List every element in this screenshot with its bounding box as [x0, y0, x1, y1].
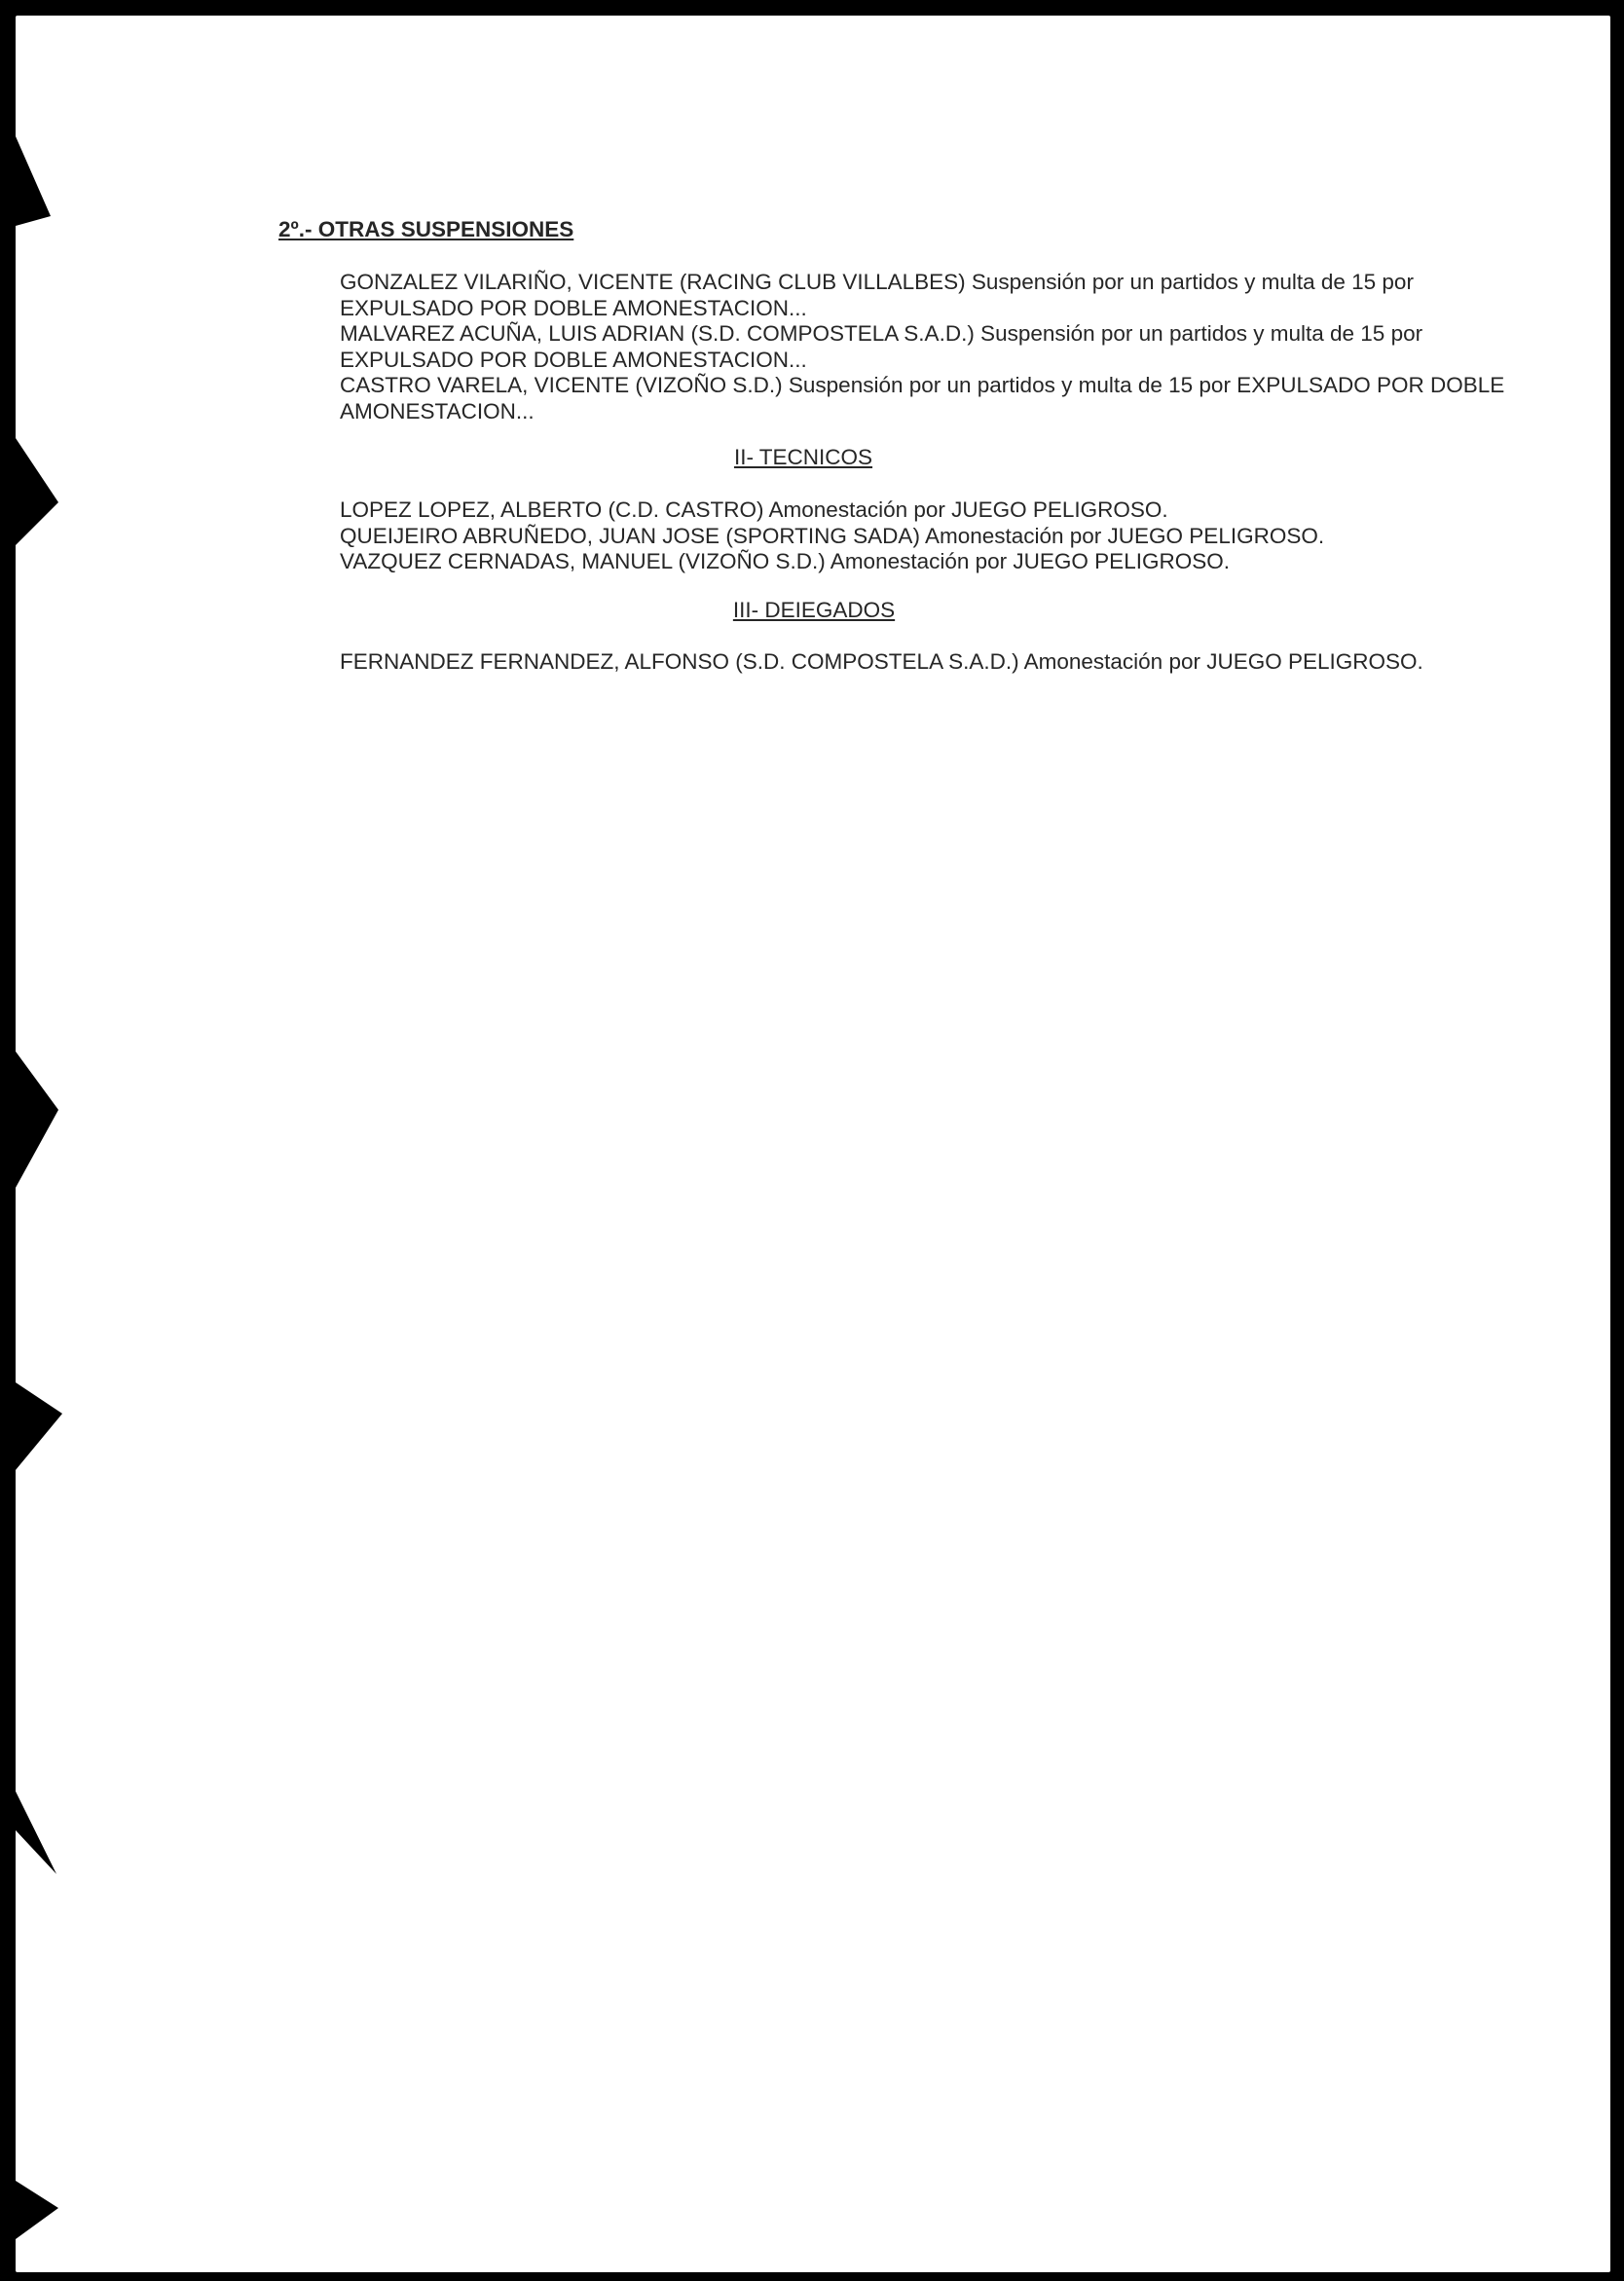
list-item: VAZQUEZ CERNADAS, MANUEL (VIZOÑO S.D.) Amonestación por JUEGO PELIGROSO.	[340, 549, 1230, 573]
section-title: 2º.- OTRAS SUSPENSIONES	[278, 217, 574, 241]
suspensions-list	[340, 270, 1508, 424]
delegados-heading: III- DEIEGADOS	[732, 598, 896, 622]
list-item: FERNANDEZ FERNANDEZ, ALFONSO (S.D. COMPOSTELA S.A.D.) Amonestación por JUEGO PELIGROSO.	[340, 649, 1423, 674]
list-item: LOPEZ LOPEZ, ALBERTO (C.D. CASTRO) Amonestación por JUEGO PELIGROSO.	[340, 497, 1168, 522]
list-item: QUEIJEIRO ABRUÑEDO, JUAN JOSE (SPORTING SADA) Amonestación por JUEGO PELIGROSO.	[340, 523, 1325, 548]
delegados-list	[340, 649, 1508, 676]
tecnicos-heading: II- TECNICOS	[733, 445, 873, 469]
tecnicos-list	[340, 497, 1508, 575]
list-item: MALVAREZ ACUÑA, LUIS ADRIAN (S.D. COMPOSTELA S.A.D.) Suspensión por un partidos y multa de 15 por EXPULSADO POR DOBLE AMONESTACION...	[340, 321, 1423, 372]
list-item: CASTRO VARELA, VICENTE (VIZOÑO S.D.) Suspensión por un partidos y multa de 15 por EXPULSADO POR DOBLE AMONESTACION...	[340, 373, 1505, 423]
list-item: GONZALEZ VILARIÑO, VICENTE (RACING CLUB VILLALBES) Suspensión por un partidos y multa de 15 por EXPULSADO POR DOBLE AMONESTACION...	[340, 270, 1414, 320]
